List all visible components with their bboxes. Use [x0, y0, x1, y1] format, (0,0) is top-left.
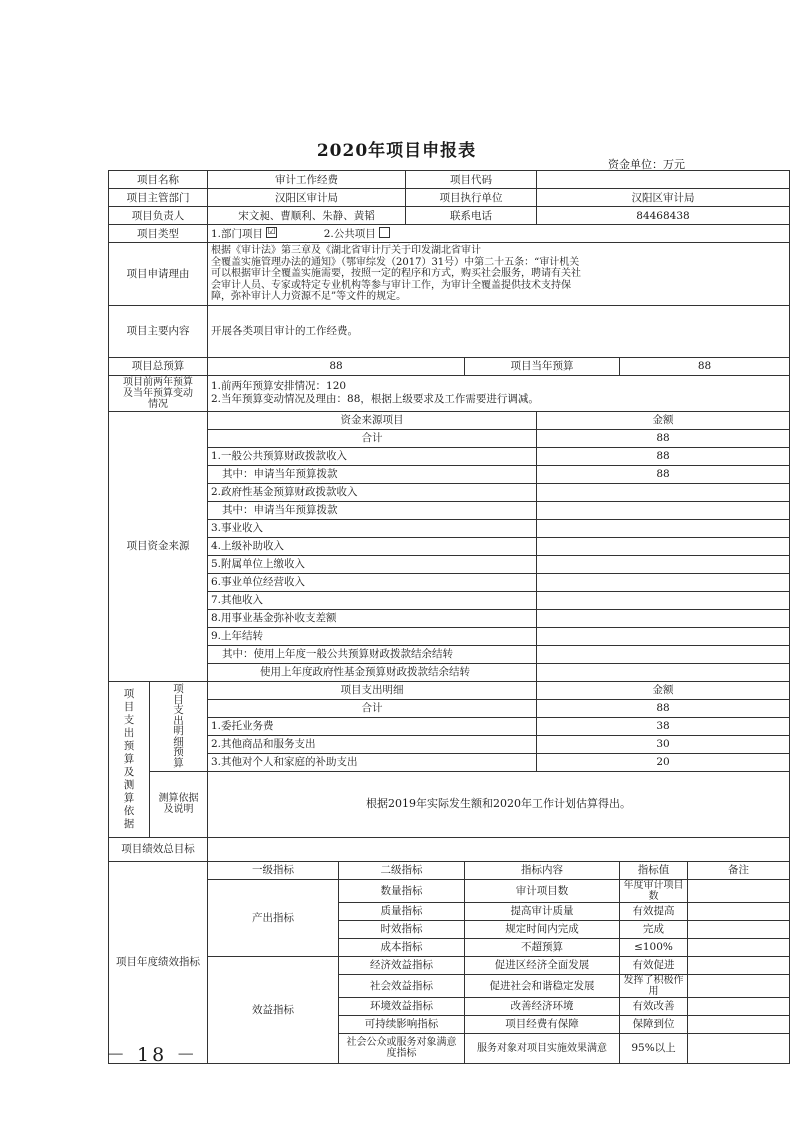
funding-item: 1.一般公共预算财政拨款收入	[208, 447, 537, 465]
perf-header-remark: 备注	[688, 861, 790, 879]
content-label: 项目主要内容	[109, 305, 208, 357]
reason-line: 障，弥补审计人力资源不足”等文件的规定。	[211, 291, 407, 302]
expense-amount: 38	[537, 717, 790, 735]
dept-value: 汉阳区审计局	[208, 189, 406, 207]
funding-amount	[537, 591, 790, 609]
reason-text	[208, 243, 790, 306]
total-budget-value: 88	[208, 357, 465, 375]
funding-item: 其中：申请当年预算拨款	[208, 465, 537, 483]
perf-remark	[688, 956, 790, 974]
funding-amount	[537, 483, 790, 501]
currency-unit: 资金单位：万元	[608, 158, 685, 171]
expense-header-amount: 金额	[537, 681, 790, 699]
label-char: 预	[173, 746, 184, 758]
page-number: － 18 －	[106, 1044, 199, 1066]
expense-detail-label	[150, 681, 208, 771]
perf-content: 项目经费有保障	[465, 1015, 620, 1033]
funding-amount	[537, 501, 790, 519]
type-options	[208, 225, 790, 243]
label-line: 及说明	[163, 804, 194, 815]
funding-item: 6.事业单位经营收入	[208, 573, 537, 591]
perf-content: 改善经济环境	[465, 997, 620, 1015]
exec-value: 汉阳区审计局	[537, 189, 790, 207]
funding-amount: 88	[537, 447, 790, 465]
perf-value: 完成	[620, 920, 688, 938]
funding-amount	[537, 555, 790, 573]
perf-content: 提高审计质量	[465, 902, 620, 920]
funding-amount	[537, 663, 790, 681]
funding-amount: 88	[537, 429, 790, 447]
perf-remark	[688, 920, 790, 938]
perf-remark	[688, 1015, 790, 1033]
perf-value: 有效促进	[620, 956, 688, 974]
funding-item: 4.上级补助收入	[208, 537, 537, 555]
calc-basis-label	[150, 771, 208, 837]
reason-line: 根据《审计法》第三章及《湖北省审计厅关于印发湖北省审计	[211, 245, 481, 256]
type-label: 项目类型	[109, 225, 208, 243]
total-budget-label: 项目总预算	[109, 357, 208, 375]
change-line: 1.前两年预算安排情况：120	[211, 380, 347, 392]
funding-item: 8.用事业基金弥补收支差额	[208, 609, 537, 627]
perf-content: 规定时间内完成	[465, 920, 620, 938]
perf-goal-label: 项目绩效总目标	[109, 837, 208, 861]
perf-remark	[688, 997, 790, 1015]
funding-amount	[537, 573, 790, 591]
label-char: 目	[173, 693, 184, 706]
phone-value: 84468438	[537, 207, 790, 225]
project-application-table	[108, 170, 790, 1064]
perf-value: 发挥了积极作用	[620, 974, 688, 997]
perf-remark	[688, 938, 790, 956]
perf-content: 服务对象对项目实施效果满意	[465, 1033, 620, 1063]
perf-header-content: 指标内容	[465, 861, 620, 879]
calc-basis-value: 根据2019年实际发生额和2020年工作计划估算得出。	[208, 771, 790, 837]
perf-value: 有效改善	[620, 997, 688, 1015]
funding-item: 7.其他收入	[208, 591, 537, 609]
exec-label: 项目执行单位	[406, 189, 537, 207]
expense-amount: 20	[537, 753, 790, 771]
perf-l2: 数量指标	[339, 879, 465, 902]
label-char: 测	[123, 778, 135, 791]
label-char: 算	[123, 791, 135, 804]
expense-amount: 30	[537, 735, 790, 753]
perf-value: 有效提高	[620, 902, 688, 920]
reason-label: 项目申请理由	[109, 243, 208, 306]
funding-label: 项目资金来源	[109, 411, 208, 681]
perf-content: 促进社会和谐稳定发展	[465, 974, 620, 997]
perf-content: 不超预算	[465, 938, 620, 956]
funding-header-amount: 金额	[537, 411, 790, 429]
funding-item: 5.附属单位上缴收入	[208, 555, 537, 573]
code-label: 项目代码	[406, 171, 537, 189]
perf-l2: 质量指标	[339, 902, 465, 920]
year-budget-label: 项目当年预算	[465, 357, 620, 375]
lead-label: 项目负责人	[109, 207, 208, 225]
perf-header-l2: 二级指标	[339, 861, 465, 879]
type-option-dept: 1.部门项目	[211, 227, 264, 240]
perf-l2: 成本指标	[339, 938, 465, 956]
label-line: 及当年预算变动	[123, 387, 193, 399]
perf-header-value: 指标值	[620, 861, 688, 879]
perf-value: ≤100%	[620, 938, 688, 956]
label-char: 依	[123, 804, 135, 817]
perf-content: 促进区经济全面发展	[465, 956, 620, 974]
checkbox-checked-icon: ☑	[267, 227, 276, 237]
output-indicator-label: 产出指标	[208, 879, 339, 956]
reason-line: 会审计人员、专家或特定专业机构等参与审计工作，为审计全覆盖提供技术支持保	[211, 279, 571, 291]
funding-item: 2.政府性基金预算财政拨款收入	[208, 483, 537, 501]
label-line: 项目前两年预算	[123, 376, 193, 388]
label-char: 明	[173, 725, 184, 737]
content-value: 开展各类项目审计的工作经费。	[208, 305, 790, 357]
expense-header-item: 项目支出明细	[208, 681, 537, 699]
expense-item: 1.委托业务费	[208, 717, 537, 735]
form-title: 2020年项目申报表	[316, 141, 477, 161]
perf-goal-value	[208, 837, 790, 861]
budget-change-text	[208, 375, 790, 411]
lead-value: 宋文昶、曹顺利、朱静、黄韬	[208, 207, 406, 225]
perf-value: 年度审计项目数	[620, 879, 688, 902]
code-value	[537, 171, 790, 189]
perf-l2: 环境效益指标	[339, 997, 465, 1015]
funding-header-item: 资金来源项目	[208, 411, 537, 429]
perf-value: 保障到位	[620, 1015, 688, 1033]
type-option-public: 2.公共项目	[323, 227, 376, 240]
label-char: 项	[123, 687, 135, 700]
expense-amount: 88	[537, 699, 790, 717]
label-char: 出	[173, 714, 184, 727]
name-value: 审计工作经费	[208, 171, 406, 189]
perf-remark	[688, 879, 790, 902]
funding-item: 合计	[208, 429, 537, 447]
perf-remark	[688, 1033, 790, 1063]
label-line: 测算依据	[158, 793, 199, 804]
expense-section-label	[109, 681, 150, 837]
year-budget-value: 88	[620, 357, 790, 375]
benefit-indicator-label: 效益指标	[208, 956, 339, 1063]
expense-item: 3.其他对个人和家庭的补助支出	[208, 753, 537, 771]
label-char: 据	[123, 817, 135, 830]
label-line: 情况	[148, 398, 168, 410]
funding-item: 使用上年度政府性基金预算财政拨款结余结转	[208, 663, 537, 681]
funding-item: 其中：使用上年度一般公共预算财政拨款结余结转	[208, 645, 537, 663]
funding-item: 9.上年结转	[208, 627, 537, 645]
label-char: 出	[123, 726, 135, 739]
perf-header-l1: 一级指标	[208, 861, 339, 879]
label-char: 算	[173, 756, 184, 769]
change-line: 2.当年预算变动情况及理由：88，根据上级要求及工作需要进行调减。	[211, 393, 539, 405]
label-char: 细	[173, 735, 184, 748]
label-char: 及	[123, 765, 135, 778]
funding-amount	[537, 627, 790, 645]
perf-l2: 社会效益指标	[339, 974, 465, 997]
perf-content: 审计项目数	[465, 879, 620, 902]
label-char: 项	[173, 683, 184, 695]
funding-amount	[537, 645, 790, 663]
label-char: 目	[123, 700, 135, 713]
expense-item: 2.其他商品和服务支出	[208, 735, 537, 753]
perf-remark	[688, 974, 790, 997]
checkbox-empty-icon	[379, 227, 390, 238]
perf-indicators-label: 项目年度绩效指标	[109, 861, 208, 1063]
label-char: 支	[173, 704, 184, 716]
dept-label: 项目主管部门	[109, 189, 208, 207]
name-label: 项目名称	[109, 171, 208, 189]
label-char: 算	[123, 752, 135, 765]
phone-label: 联系电话	[406, 207, 537, 225]
budget-change-label	[109, 375, 208, 411]
funding-amount	[537, 519, 790, 537]
funding-amount	[537, 609, 790, 627]
perf-value: 95%以上	[620, 1033, 688, 1063]
label-char: 预	[123, 739, 135, 752]
funding-amount	[537, 537, 790, 555]
funding-amount: 88	[537, 465, 790, 483]
expense-item: 合计	[208, 699, 537, 717]
label-char: 支	[123, 713, 135, 726]
perf-l2: 经济效益指标	[339, 956, 465, 974]
funding-item: 其中：申请当年预算拨款	[208, 501, 537, 519]
perf-l2: 时效指标	[339, 920, 465, 938]
funding-item: 3.事业收入	[208, 519, 537, 537]
reason-line: 全覆盖实施管理办法的通知》（鄂审综发（2017）31号）中第二十五条：“审计机关	[211, 256, 580, 268]
perf-remark	[688, 902, 790, 920]
perf-l2: 社会公众或服务对象满意度指标	[339, 1033, 465, 1063]
reason-line: 可以根据审计全覆盖实施需要，按照一定的程序和方式，购买社会服务，聘请有关社	[211, 268, 581, 279]
perf-l2: 可持续影响指标	[339, 1015, 465, 1033]
